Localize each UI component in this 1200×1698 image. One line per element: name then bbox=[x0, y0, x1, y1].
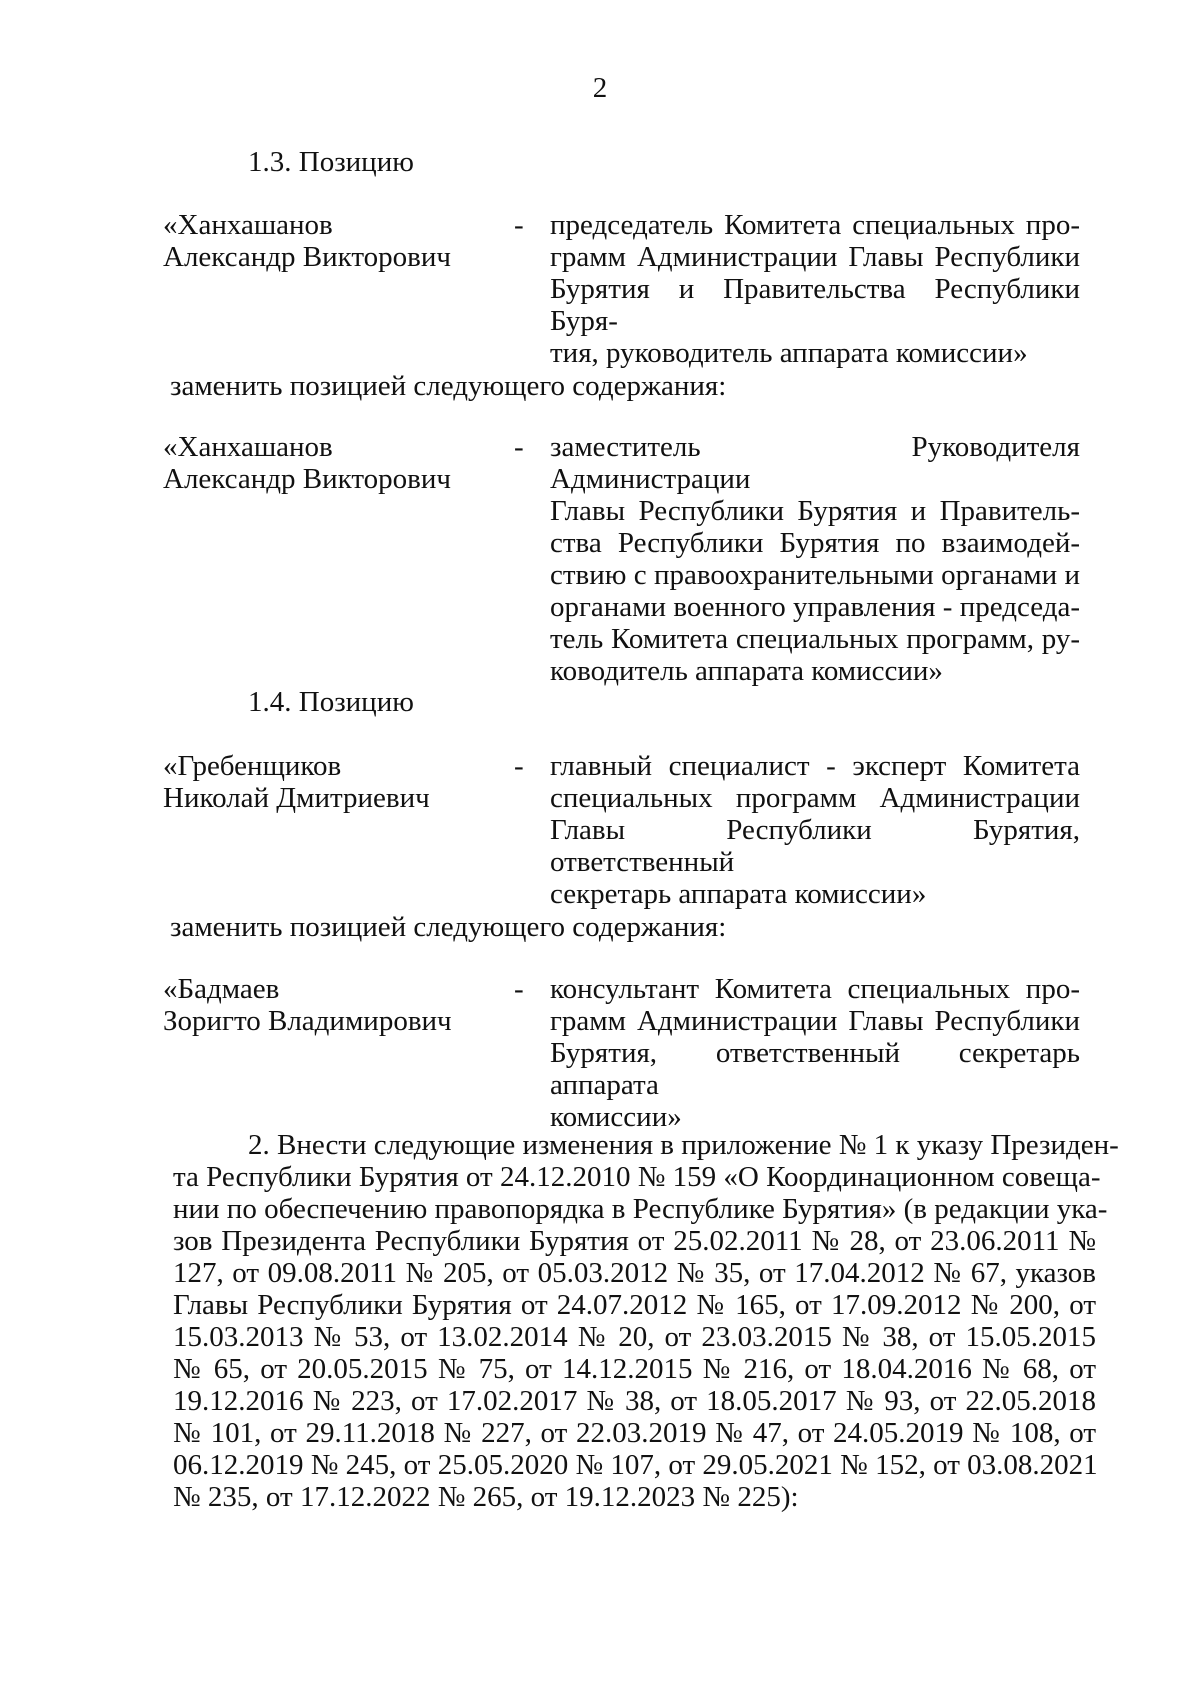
desc-line: Бурятия, ответственный секретарь аппарата bbox=[550, 1037, 1080, 1101]
desc-line: тия, руководитель аппарата комиссии» bbox=[550, 337, 1028, 369]
desc-line: грамм Администрации Главы Республики bbox=[550, 1005, 1080, 1037]
section-1-3-replace-text: заменить позицией следующего содержания: bbox=[170, 370, 727, 402]
paragraph-line: 15.03.2013 № 53, от 13.02.2014 № 20, от 23.03.2015 № 38, от 15.05.2015 bbox=[173, 1321, 1096, 1353]
section-1-3-old-name bbox=[163, 209, 493, 273]
desc-line: комиссии» bbox=[550, 1101, 682, 1133]
name-line: «Бадмаев bbox=[163, 973, 280, 1005]
desc-line: заместитель Руководителя Администрации bbox=[550, 431, 1080, 495]
section-1-3-new-description bbox=[550, 431, 1080, 687]
name-line: Александр Викторович bbox=[163, 241, 451, 273]
desc-line: главный специалист - эксперт Комитета bbox=[550, 750, 1080, 782]
desc-line: ководитель аппарата комиссии» bbox=[550, 655, 943, 687]
paragraph-line: 2. Внести следующие изменения в приложение № 1 к указу Президен- bbox=[248, 1129, 1119, 1161]
name-line: Николай Дмитриевич bbox=[163, 782, 430, 814]
section-1-3-old-description bbox=[550, 209, 1080, 369]
section-1-4-new-name bbox=[163, 973, 493, 1037]
desc-line: секретарь аппарата комиссии» bbox=[550, 878, 927, 910]
section-1-4-new-description bbox=[550, 973, 1080, 1133]
desc-line: Главы Республики Бурятия, ответственный bbox=[550, 814, 1080, 878]
desc-line: ствию с правоохранительными органами и bbox=[550, 559, 1080, 591]
paragraph-line: 06.12.2019 № 245, от 25.05.2020 № 107, от 29.05.2021 № 152, от 03.08.2021 bbox=[173, 1449, 1098, 1481]
name-line: «Ханхашанов bbox=[163, 431, 333, 463]
desc-line: Бурятия и Правительства Республики Буря- bbox=[550, 273, 1080, 337]
section-1-4-replace-text: заменить позицией следующего содержания: bbox=[170, 911, 727, 943]
section-2-paragraph bbox=[173, 1129, 1119, 1513]
name-line: «Гребенщиков bbox=[163, 750, 342, 782]
entry-dash: - bbox=[514, 750, 524, 782]
paragraph-line: нии по обеспечению правопорядка в Республике Бурятия» (в редакции ука- bbox=[173, 1193, 1108, 1225]
paragraph-line: зов Президента Республики Бурятия от 25.02.2011 № 28, от 23.06.2011 № bbox=[173, 1225, 1096, 1257]
section-1-4-heading: 1.4. Позицию bbox=[248, 686, 414, 718]
entry-dash: - bbox=[514, 973, 524, 1005]
entry-dash: - bbox=[514, 431, 524, 463]
desc-line: грамм Администрации Главы Республики bbox=[550, 241, 1080, 273]
paragraph-line: 127, от 09.08.2011 № 205, от 05.03.2012 № 35, от 17.04.2012 № 67, указов bbox=[173, 1257, 1096, 1289]
entry-dash: - bbox=[514, 209, 524, 241]
paragraph-line: 19.12.2016 № 223, от 17.02.2017 № 38, от 18.05.2017 № 93, от 22.05.2018 bbox=[173, 1385, 1096, 1417]
section-1-3-heading: 1.3. Позицию bbox=[248, 146, 414, 178]
desc-line: органами военного управления - председа- bbox=[550, 591, 1080, 623]
paragraph-line: Главы Республики Бурятия от 24.07.2012 № 165, от 17.09.2012 № 200, от bbox=[173, 1289, 1096, 1321]
paragraph-line: № 65, от 20.05.2015 № 75, от 14.12.2015 № 216, от 18.04.2016 № 68, от bbox=[173, 1353, 1096, 1385]
paragraph-line: № 235, от 17.12.2022 № 265, от 19.12.2023 № 225): bbox=[173, 1481, 799, 1513]
desc-line: консультант Комитета специальных про- bbox=[550, 973, 1080, 1005]
section-1-4-old-name bbox=[163, 750, 493, 814]
section-1-4-old-description bbox=[550, 750, 1080, 910]
name-line: Зоригто Владимирович bbox=[163, 1005, 452, 1037]
paragraph-line: № 101, от 29.11.2018 № 227, от 22.03.2019 № 47, от 24.05.2019 № 108, от bbox=[173, 1417, 1096, 1449]
section-1-3-new-name bbox=[163, 431, 493, 495]
desc-line: тель Комитета специальных программ, ру- bbox=[550, 623, 1080, 655]
page-number: 2 bbox=[592, 72, 608, 104]
desc-line: ства Республики Бурятия по взаимодей- bbox=[550, 527, 1080, 559]
desc-line: председатель Комитета специальных про- bbox=[550, 209, 1080, 241]
name-line: «Ханхашанов bbox=[163, 209, 333, 241]
name-line: Александр Викторович bbox=[163, 463, 451, 495]
desc-line: Главы Республики Бурятия и Правитель- bbox=[550, 495, 1080, 527]
paragraph-line: та Республики Бурятия от 24.12.2010 № 159 «О Координационном совеща- bbox=[173, 1161, 1101, 1193]
desc-line: специальных программ Администрации bbox=[550, 782, 1080, 814]
